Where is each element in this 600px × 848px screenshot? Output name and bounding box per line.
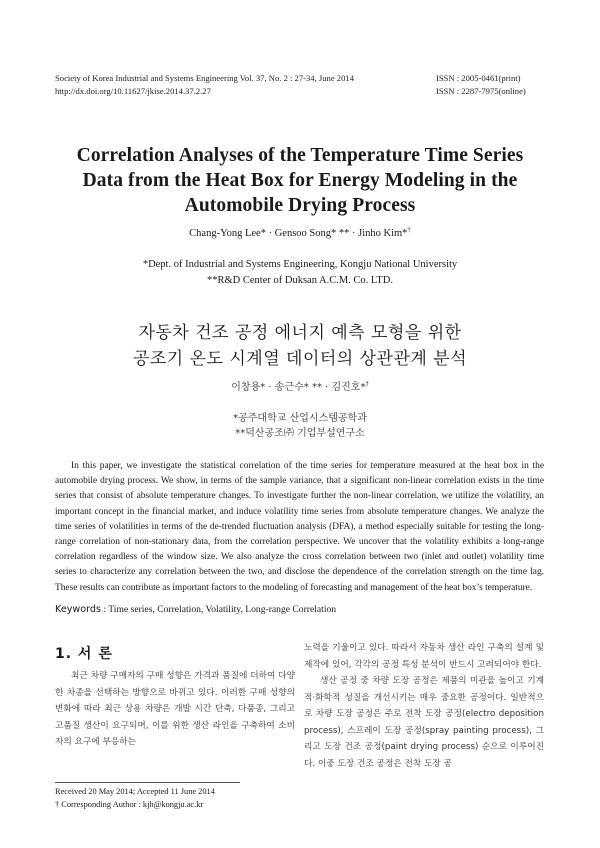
affiliations-korean [0,411,600,441]
author-list: Chang-Yong Lee* · Gensoo Song* ** · Jinho Kim* [189,228,408,239]
corresponding-mark-ko: † [365,379,369,388]
corresponding-author-text[interactable]: Corresponding Author : kjh@kongju.ac.kr [59,800,204,809]
journal-header [55,72,354,97]
body-right-column [304,640,544,772]
issn-print: ISSN : 2005-0461(print) [436,73,521,83]
title-en-line: Automobile Drying Process [184,195,416,216]
authors-korean [0,378,600,393]
footnote-divider [55,782,240,783]
affiliation-ko-line: **덕산공조㈜ 기업부설연구소 [235,428,365,439]
title-en-line: Data from the Heat Box for Energy Modeling in the [82,170,518,191]
title-en-line: Correlation Analyses of the Temperature Time Series [76,145,524,166]
title-ko-line: 공조기 온도 시계열 데이터의 상관관계 분석 [132,349,468,369]
dagger-mark: † [55,800,60,809]
corresponding-mark: † [407,226,411,234]
affiliation-line: *Dept. of Industrial and Systems Engineering, Kongju National University [142,259,458,270]
keywords-label: Keywords [55,604,101,615]
affiliation-ko-line: *공주대학교 산업시스템공학과 [233,413,367,424]
body-left-column: 최근 차량 구매자의 구매 성향은 가격과 품질에 더하여 다양한 차종을 선택하는 방향으로 바뀌고 있다. 이러한 구매 성향의 변화에 따라 최근 상용 차량은 개발 시간 단축, 다품종, 그리고 고품질 생산이 요구되며, 이를 위한 생산 라인을 구축하여 소비자의 요구에 부응하는 [55,671,295,747]
title-ko-line: 자동차 건조 공정 에너지 예측 모형을 위한 [138,323,462,343]
affiliation-line: **R&D Center of Duksan A.C.M. Co. LTD. [207,274,393,286]
issn-online: ISSN : 2287-7975(online) [436,85,526,96]
paper-title-english [40,143,560,218]
keywords [55,604,336,615]
authors-english [0,228,600,239]
paper-title-korean [0,320,600,372]
journal-citation: Society of Korea Industrial and Systems Engineering Vol. 37, No. 2 : 27-34, June 2014 [55,73,354,83]
corresponding-author-note [55,798,215,811]
body-paragraph: 생산 공정 중 차량 도장 공정은 제품의 미관을 높이고 기계적·화학적 성질을 개선시키는 매우 중요한 공정이다. 일반적으로 차량 도장 공정은 주로 전착 도장 공정(electro deposition process), 스프레이 도장 공정(spray painting process), 그리고 도장 건조 공정(paint drying process) 순으로 이루어진다. 이중 도장 건조 공정은 전착 도장 공 [304,676,544,769]
footnotes [55,785,215,811]
section-heading-introduction: 1. 서 론 [55,646,113,662]
keywords-list: : Time series, Correlation, Volatility, Long-range Correlation [100,604,337,615]
abstract: In this paper, we investigate the statistical correlation of the time series for temperature measured at the heat box in the automobile drying process. We show, in terms of the sample variance, that a significant non-linear correlation exists in the time series that consist of absolute temperature changes. To investigate further the non-linear correlation, we utilize the volatility, an important concept in the financial market, and induce volatility time series from absolute temperature changes. We analyze the time series of volatilities in terms of the de-trended fluctuation analysis (DFA), a method especially suitable for testing the long-range correlation of non-stationary data, from the correlation perspective. We uncover that the volatility exhibits a long-range correlation regardless of the window size. We also analyze the cross correlation between two (inlet and outlet) volatility time series to characterize any correlation between the two, and disclose the dependence of the correlation strength on the time lag. These results can contribute as important factors to the modeling of forecasting and management of the heat box’s temperature. [55,461,544,593]
issn-block [436,72,526,97]
received-note: Received 20 May 2014; Accepted 11 June 2014 [55,787,215,796]
affiliations-english [0,257,600,288]
author-list-ko: 이창용* · 송근수* ** · 김진호* [231,382,366,393]
doi-link[interactable]: http://dx.doi.org/10.11627/jkise.2014.37.2.27 [55,85,211,96]
body-paragraph: 노력을 기울이고 있다. 따라서 자동차 생산 라인 구축의 설계 및 제작에 있어, 각각의 공정 특성 분석이 반드시 고려되어야 한다. [304,643,544,670]
